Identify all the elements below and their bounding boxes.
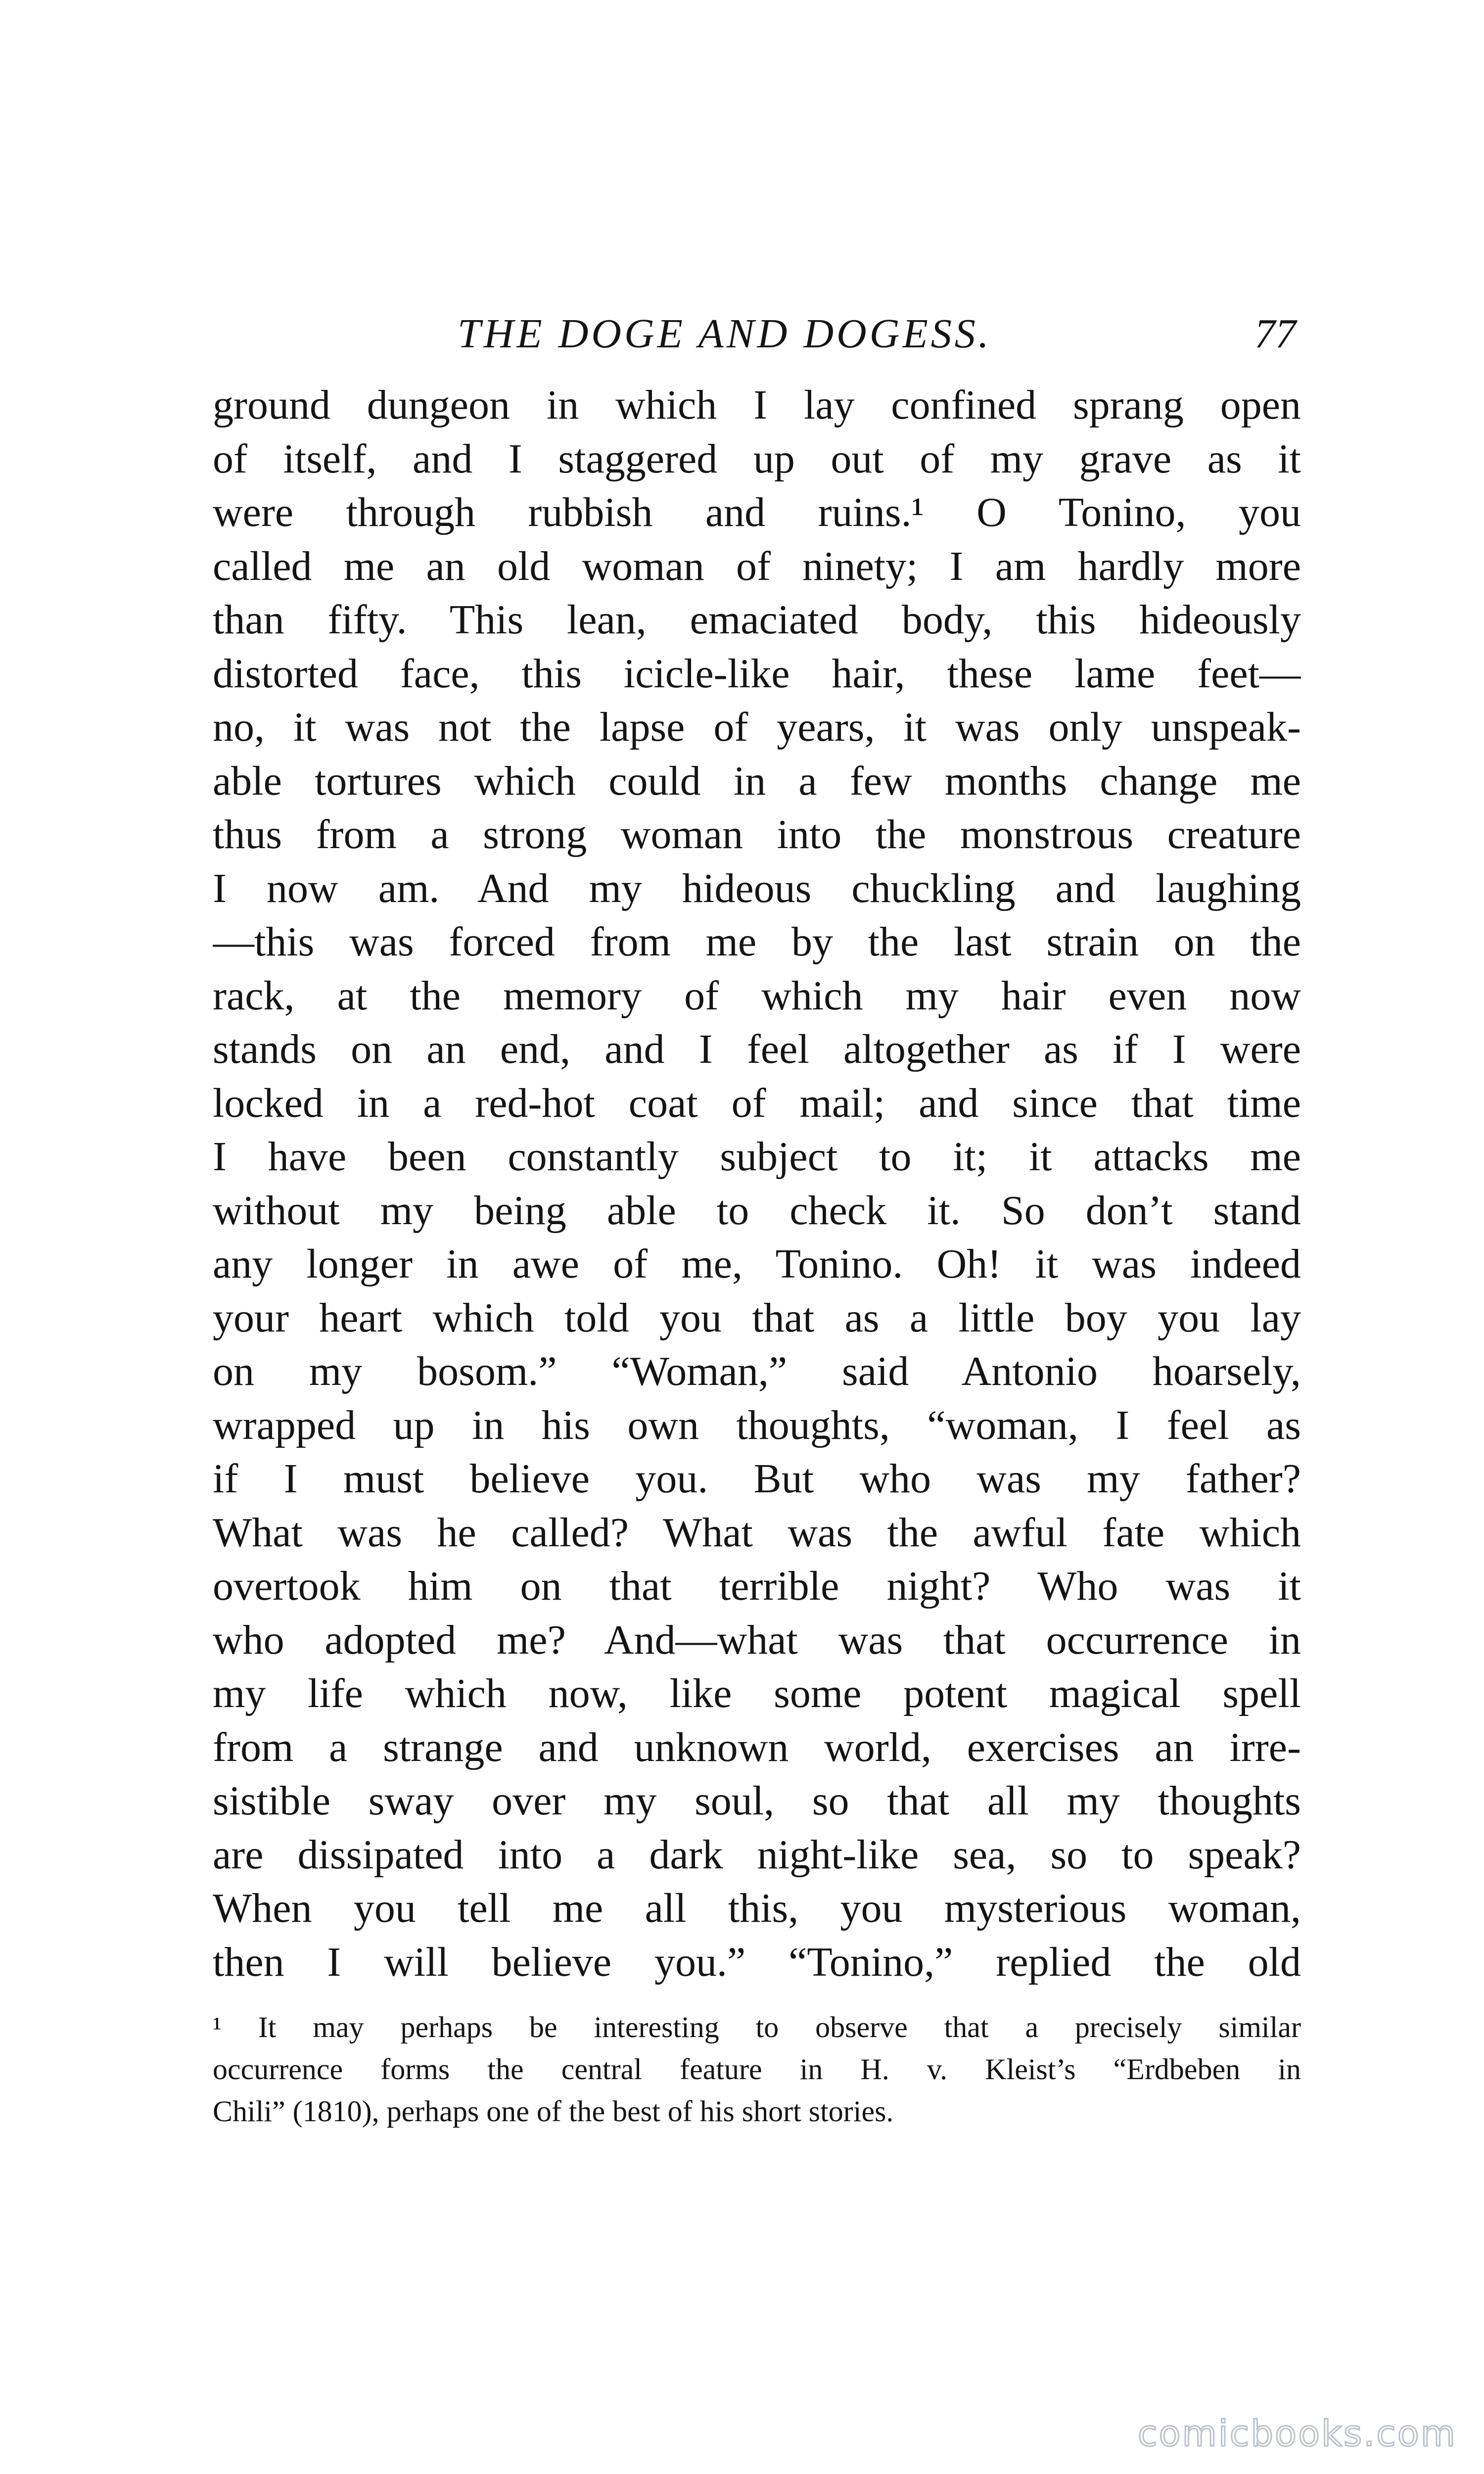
- footnote: [213, 2006, 1301, 2133]
- text-line: I now am. And my hideous chuckling and laughing: [213, 865, 1301, 911]
- text-line: rack, at the memory of which my hair even now: [213, 972, 1301, 1019]
- text-line: able tortures which could in a few months change me: [213, 758, 1301, 804]
- footnote-line: occurrence forms the central feature in H. v. Kleist’s “Erdbeben in: [213, 2053, 1301, 2086]
- body-text: [213, 379, 1301, 1989]
- text-line: are dissipated into a dark night-like sea, so to speak?: [213, 1831, 1301, 1878]
- page-header: [210, 304, 1296, 364]
- watermark: comicbooks.com: [1137, 2413, 1457, 2454]
- text-line: sistible sway over my soul, so that all my thoughts: [213, 1778, 1301, 1824]
- text-line: of itself, and I staggered up out of my grave as it: [213, 435, 1301, 482]
- text-line: without my being able to check it. So don’t stand: [213, 1187, 1301, 1234]
- text-line: called me an old woman of ninety; I am hardly more: [213, 543, 1301, 589]
- text-line: from a strange and unknown world, exercises an irre-: [213, 1724, 1301, 1770]
- text-line: no, it was not the lapse of years, it was only unspeak-: [213, 704, 1301, 750]
- text-line: then I will believe you.” “Tonino,” replied the old: [213, 1939, 1301, 1985]
- text-line: What was he called? What was the awful fate which: [213, 1509, 1301, 1556]
- text-line: stands on an end, and I feel altogether as if I were: [213, 1026, 1301, 1072]
- text-line: thus from a strong woman into the monstrous creature: [213, 811, 1301, 857]
- text-line: —this was forced from me by the last strain on the: [213, 919, 1301, 965]
- page-number: 77: [1254, 311, 1296, 357]
- text-line: When you tell me all this, you mysterious woman,: [213, 1885, 1301, 1931]
- text-line: if I must believe you. But who was my father?: [213, 1456, 1301, 1502]
- text-line: locked in a red-hot coat of mail; and since that time: [213, 1080, 1301, 1126]
- text-line: distorted face, this icicle-like hair, these lame feet—: [213, 650, 1301, 697]
- text-line: than fifty. This lean, emaciated body, this hideously: [213, 597, 1301, 643]
- text-line: I have been constantly subject to it; it attacks me: [213, 1134, 1301, 1180]
- text-line: your heart which told you that as a little boy you lay: [213, 1294, 1301, 1341]
- footnote-line: ¹ It may perhaps be interesting to observe that a precisely similar: [213, 2011, 1301, 2044]
- text-line: on my bosom.” “Woman,” said Antonio hoarsely,: [213, 1348, 1301, 1394]
- text-line: were through rubbish and ruins.¹ O Tonino, you: [213, 489, 1301, 535]
- text-line: wrapped up in his own thoughts, “woman, I feel as: [213, 1402, 1301, 1448]
- text-line: any longer in awe of me, Tonino. Oh! it was indeed: [213, 1241, 1301, 1287]
- text-line: my life which now, like some potent magical spell: [213, 1670, 1301, 1716]
- footnote-line: Chili” (1810), perhaps one of the best of his short stories.: [213, 2095, 894, 2128]
- running-title: THE DOGE AND DOGESS.: [458, 311, 992, 357]
- text-line: who adopted me? And—what was that occurrence in: [213, 1617, 1301, 1663]
- text-line: overtook him on that terrible night? Who was it: [213, 1563, 1301, 1609]
- text-line: ground dungeon in which I lay confined sprang open: [213, 382, 1301, 428]
